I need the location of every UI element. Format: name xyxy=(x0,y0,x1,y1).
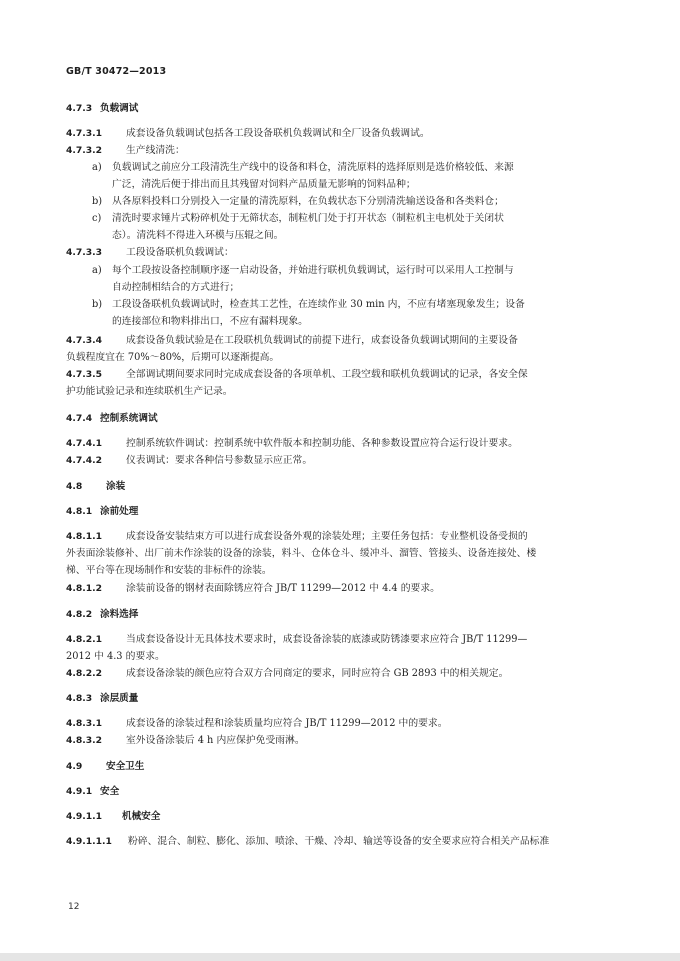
clause-number: 4.8.1.2 xyxy=(66,583,103,594)
clause-number: 4.9.1.1 xyxy=(66,811,103,822)
clause-4-7-4-1 xyxy=(66,437,518,451)
clause-number: 4.7.3.5 xyxy=(66,369,103,380)
clause-4-7-3-3 xyxy=(66,246,234,260)
clause-number: 4.7.4.2 xyxy=(66,455,103,466)
list-marker: a) xyxy=(92,162,102,173)
list-marker: b) xyxy=(92,299,103,310)
clause-4-7-3-1 xyxy=(66,127,430,141)
clause-4-8-2-1 xyxy=(66,633,527,647)
clause-number: 4.7.3.1 xyxy=(66,128,103,139)
list-marker: b) xyxy=(92,196,103,207)
heading-4-7-4 xyxy=(66,412,158,426)
list-item-text: 清洗时要求锤片式粉碎机处于无筛状态，制粒机门处于打开状态（制粒机主电机处于关闭状 xyxy=(112,213,504,224)
clause-text-continued: 2012 中 4.3 的要求。 xyxy=(66,651,165,662)
clause-number: 4.7.4.1 xyxy=(66,438,103,449)
clause-number: 4.8.2.2 xyxy=(66,668,103,679)
clause-text: 控制系统软件调试：控制系统中软件版本和控制功能、各种参数设置应符合运行设计要求。 xyxy=(126,438,518,449)
clause-text: 成套设备涂装的颜色应符合双方合同商定的要求，同时应符合 GB 2893 中的相关规定。 xyxy=(126,668,509,679)
clause-number: 4.7.3 xyxy=(66,103,93,114)
clause-text-continued: 外表面涂装修补、出厂前未作涂装的设备的涂装，料斗、仓体仓斗、缓冲斗、溜管、管接头、设备连接处、楼 xyxy=(66,548,537,559)
list-item-text: 的连接部位和物料排出口，不应有漏料现象。 xyxy=(112,316,308,327)
list-item-text: 态）。清洗料不得进入环模与压辊之间。 xyxy=(112,230,284,241)
heading-title: 涂前处理 xyxy=(100,506,139,517)
clause-number: 4.7.3.3 xyxy=(66,247,103,258)
heading-4-9-1 xyxy=(66,785,119,799)
clause-text: 成套设备的涂装过程和涂装质量均应符合 JB/T 11299—2012 中的要求。 xyxy=(126,718,448,729)
heading-title: 负载调试 xyxy=(100,103,139,114)
clause-number: 4.7.4 xyxy=(66,413,93,424)
clause-text: 当成套设备设计无具体技术要求时，成套设备涂装的底漆或防锈漆要求应符合 JB/T 11299— xyxy=(126,634,528,645)
heading-4-9 xyxy=(66,760,144,774)
list-item-text: 工段设备联机负载调试时，检查其工艺性，在连续作业 30 min 内，不应有堵塞现象发生；设备 xyxy=(112,299,525,310)
clause-text: 成套设备负载试验是在工段联机负载调试的前提下进行，成套设备负载调试期间的主要设备 xyxy=(126,335,518,346)
heading-4-9-1-1 xyxy=(66,810,160,824)
heading-title: 涂装 xyxy=(106,481,126,492)
clause-4-7-4-2 xyxy=(66,454,312,468)
clause-4-8-3-2 xyxy=(66,734,305,748)
clause-text: 室外设备涂装后 4 h 内应保护免受雨淋。 xyxy=(126,735,305,746)
clause-4-8-1-1 xyxy=(66,530,528,544)
heading-title: 涂料选择 xyxy=(100,609,139,620)
clause-number: 4.8.3.2 xyxy=(66,735,103,746)
clause-4-7-3-5 xyxy=(66,368,528,382)
clause-text: 成套设备安装结束方可以进行成套设备外观的涂装处理；主要任务包括：专业整机设备受损的 xyxy=(126,531,528,542)
list-item-text: 从各原料投料口分别投入一定量的清洗原料，在负载状态下分别清洗输送设备和各类料仓； xyxy=(112,196,504,207)
clause-4-8-1-2 xyxy=(66,582,440,596)
standard-number: GB/T 30472—2013 xyxy=(66,66,167,77)
clause-text-continued: 梯、平台等在现场制作和安装的非标件的涂装。 xyxy=(66,565,272,576)
clause-text-continued: 护功能试验记录和连续联机生产记录。 xyxy=(66,386,233,397)
heading-4-8-2 xyxy=(66,608,138,622)
clause-4-9-1-1-1 xyxy=(66,835,549,849)
list-item-text: 自动控制相结合的方式进行； xyxy=(112,282,240,293)
clause-text: 成套设备负载调试包括各工段设备联机负载调试和全厂设备负载调试。 xyxy=(126,128,430,139)
clause-text: 生产线清洗： xyxy=(126,145,185,156)
page-number: 12 xyxy=(68,902,80,912)
heading-title: 安全卫生 xyxy=(106,761,145,772)
clause-4-7-3-2 xyxy=(66,144,185,158)
clause-number: 4.8.2 xyxy=(66,609,93,620)
viewer-background xyxy=(0,953,680,961)
list-marker: c) xyxy=(92,213,102,224)
clause-number: 4.8.3 xyxy=(66,693,93,704)
clause-number: 4.9 xyxy=(66,761,83,772)
heading-4-8-3 xyxy=(66,692,138,706)
heading-title: 安全 xyxy=(100,786,120,797)
clause-number: 4.7.3.4 xyxy=(66,335,103,346)
clause-4-7-3-4 xyxy=(66,334,518,348)
clause-number: 4.8.2.1 xyxy=(66,634,103,645)
clause-text: 全部调试期间要求同时完成成套设备的各项单机、工段空载和联机负载调试的记录，各安全保 xyxy=(126,369,528,380)
clause-4-8-2-2 xyxy=(66,667,508,681)
heading-4-8 xyxy=(66,480,125,494)
clause-number: 4.9.1.1.1 xyxy=(66,836,112,847)
clause-text: 涂装前设备的钢材表面除锈应符合 JB/T 11299—2012 中 4.4 的要求。 xyxy=(126,583,440,594)
list-item-text: 每个工段按设备控制顺序逐一启动设备，并始进行联机负载调试，运行时可以采用人工控制与 xyxy=(112,265,514,276)
heading-title: 涂层质量 xyxy=(100,693,139,704)
clause-number: 4.7.3.2 xyxy=(66,145,103,156)
heading-4-8-1 xyxy=(66,505,138,519)
list-item-text: 广泛，清洗后便于排出而且其残留对饲料产品质量无影响的饲料品种； xyxy=(112,179,416,190)
clause-text-continued: 负载程度宜在 70%～80%，后期可以逐渐提高。 xyxy=(66,352,280,363)
clause-number: 4.8.1 xyxy=(66,506,93,517)
clause-text: 粉碎、混合、制粒、膨化、添加、喷涂、干燥、冷却、输送等设备的安全要求应符合相关产品标准 xyxy=(128,836,550,847)
clause-4-8-3-1 xyxy=(66,717,448,731)
clause-text: 工段设备联机负载调试： xyxy=(126,247,234,258)
clause-number: 4.8.3.1 xyxy=(66,718,103,729)
list-marker: a) xyxy=(92,265,102,276)
clause-text: 仪表调试：要求各种信号参数显示应正常。 xyxy=(126,455,313,466)
heading-title: 机械安全 xyxy=(122,811,161,822)
clause-number: 4.8.1.1 xyxy=(66,531,103,542)
clause-number: 4.9.1 xyxy=(66,786,93,797)
heading-4-7-3 xyxy=(66,102,138,116)
list-item-text: 负载调试之前应分工段清洗生产线中的设备和料仓，清洗原料的选择原则是选价格较低、来源 xyxy=(112,162,514,173)
heading-title: 控制系统调试 xyxy=(100,413,158,424)
clause-number: 4.8 xyxy=(66,481,83,492)
